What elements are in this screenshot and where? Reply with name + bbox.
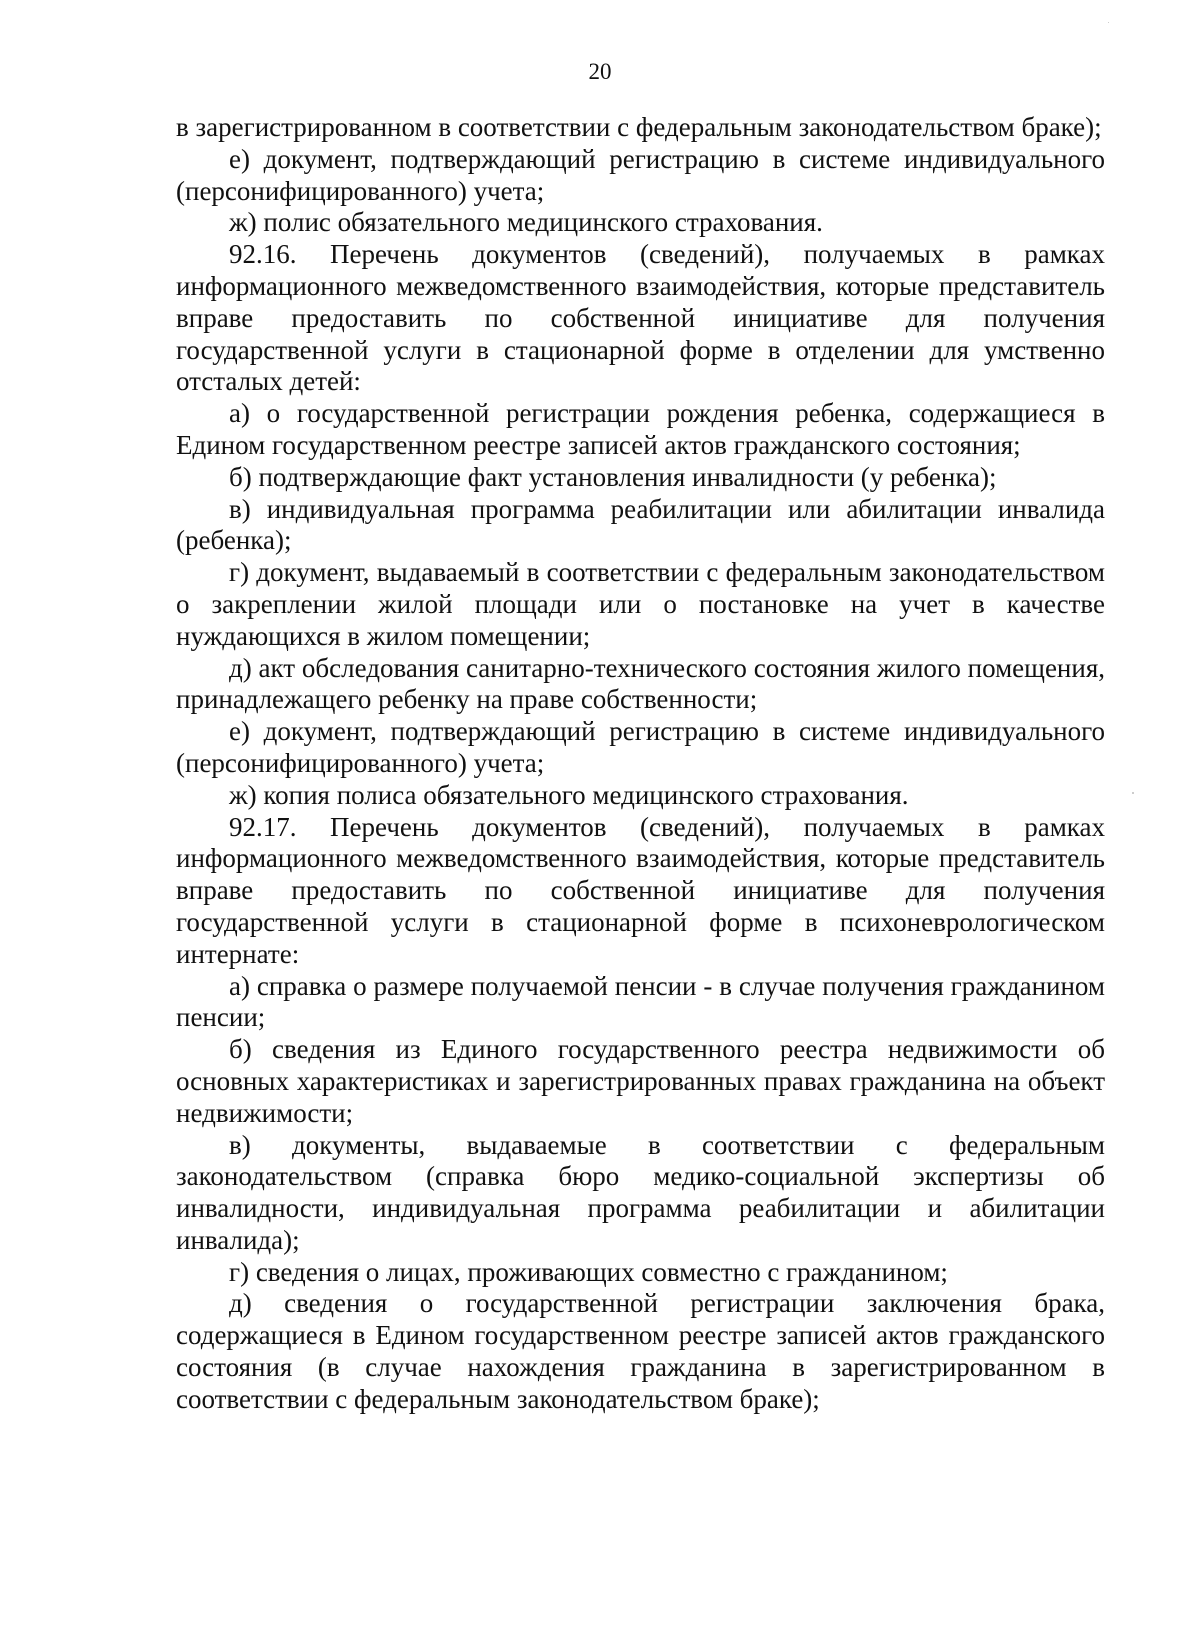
list-item-zh-insurance-policy: ж) полис обязательного медицинского страхования. xyxy=(229,207,823,238)
scan-speck xyxy=(1132,792,1134,794)
list-item-b-real-estate: б) сведения из Единого государственного реестра недвижимости об основных характеристиках и зарегистрированных правах гражданина на объект недвижимости; xyxy=(176,1034,1105,1128)
list-item-b-disability: б) подтверждающие факт установления инвалидности (у ребенка); xyxy=(229,461,997,492)
list-item-v-rehabilitation-program: в) индивидуальная программа реабилитации или абилитации инвалида (ребенка); xyxy=(176,493,1105,556)
list-item-e-registration: е) документ, подтверждающий регистрацию в системе индивидуального (персонифицированного) учета; xyxy=(176,143,1105,206)
list-item-v-documents: в) документы, выдаваемые в соответствии с федеральным законодательством (справка бюро медико-социальной экспертизы об инвалидности, индивидуальная программа реабилитации и абилитации инвалида); xyxy=(176,1129,1105,1255)
clause-92-17: 92.17. Перечень документов (сведений), получаемых в рамках информационного межведомственного взаимодействия, которые представитель вправе предоставить по собственной инициативе для получения государственной услуги в стационарной форме в психоневрологическом интернате: xyxy=(176,811,1105,969)
scan-speck xyxy=(1108,22,1109,23)
document-body xyxy=(176,112,1105,1416)
list-item-a-pension: а) справка о размере получаемой пенсии - в случае получения гражданином пенсии; xyxy=(176,970,1105,1033)
list-item-e-registration-2: е) документ, подтверждающий регистрацию в системе индивидуального (персонифицированного) учета; xyxy=(176,716,1105,778)
list-item-a-birth-registration: а) о государственной регистрации рождения ребенка, содержащиеся в Едином государственном реестре записей актов гражданского состояния; xyxy=(176,398,1105,460)
list-item-zh-insurance-copy: ж) копия полиса обязательного медицинского страхования. xyxy=(229,779,909,810)
page-number: 20 xyxy=(588,59,612,84)
list-item-g-cohabitants: г) сведения о лицах, проживающих совместно с гражданином; xyxy=(229,1256,948,1287)
paragraph-continuation: в зарегистрированном в соответствии с федеральным законодательством браке); xyxy=(176,112,1102,142)
list-item-d-housing-inspection: д) акт обследования санитарно-технического состояния жилого помещения, принадлежащего ребенку на праве собственности; xyxy=(176,652,1105,715)
list-item-g-housing-document: г) документ, выдаваемый в соответствии с федеральным законодательством о закреплении жилой площади или о постановке на учет в качестве нуждающихся в жилом помещении; xyxy=(176,557,1105,651)
clause-92-16: 92.16. Перечень документов (сведений), получаемых в рамках информационного межведомственного взаимодействия, которые представитель вправе предоставить по собственной инициативе для получения государственной услуги в стационарной форме в отделении для умственно отсталых детей: xyxy=(176,239,1105,397)
list-item-d-marriage-registration: д) сведения о государственной регистрации заключения брака, содержащиеся в Едином государственном реестре записей актов гражданского состояния (в случае нахождения гражданина в зарегистрированном в соответствии с федеральным законодательством браке); xyxy=(176,1288,1105,1414)
